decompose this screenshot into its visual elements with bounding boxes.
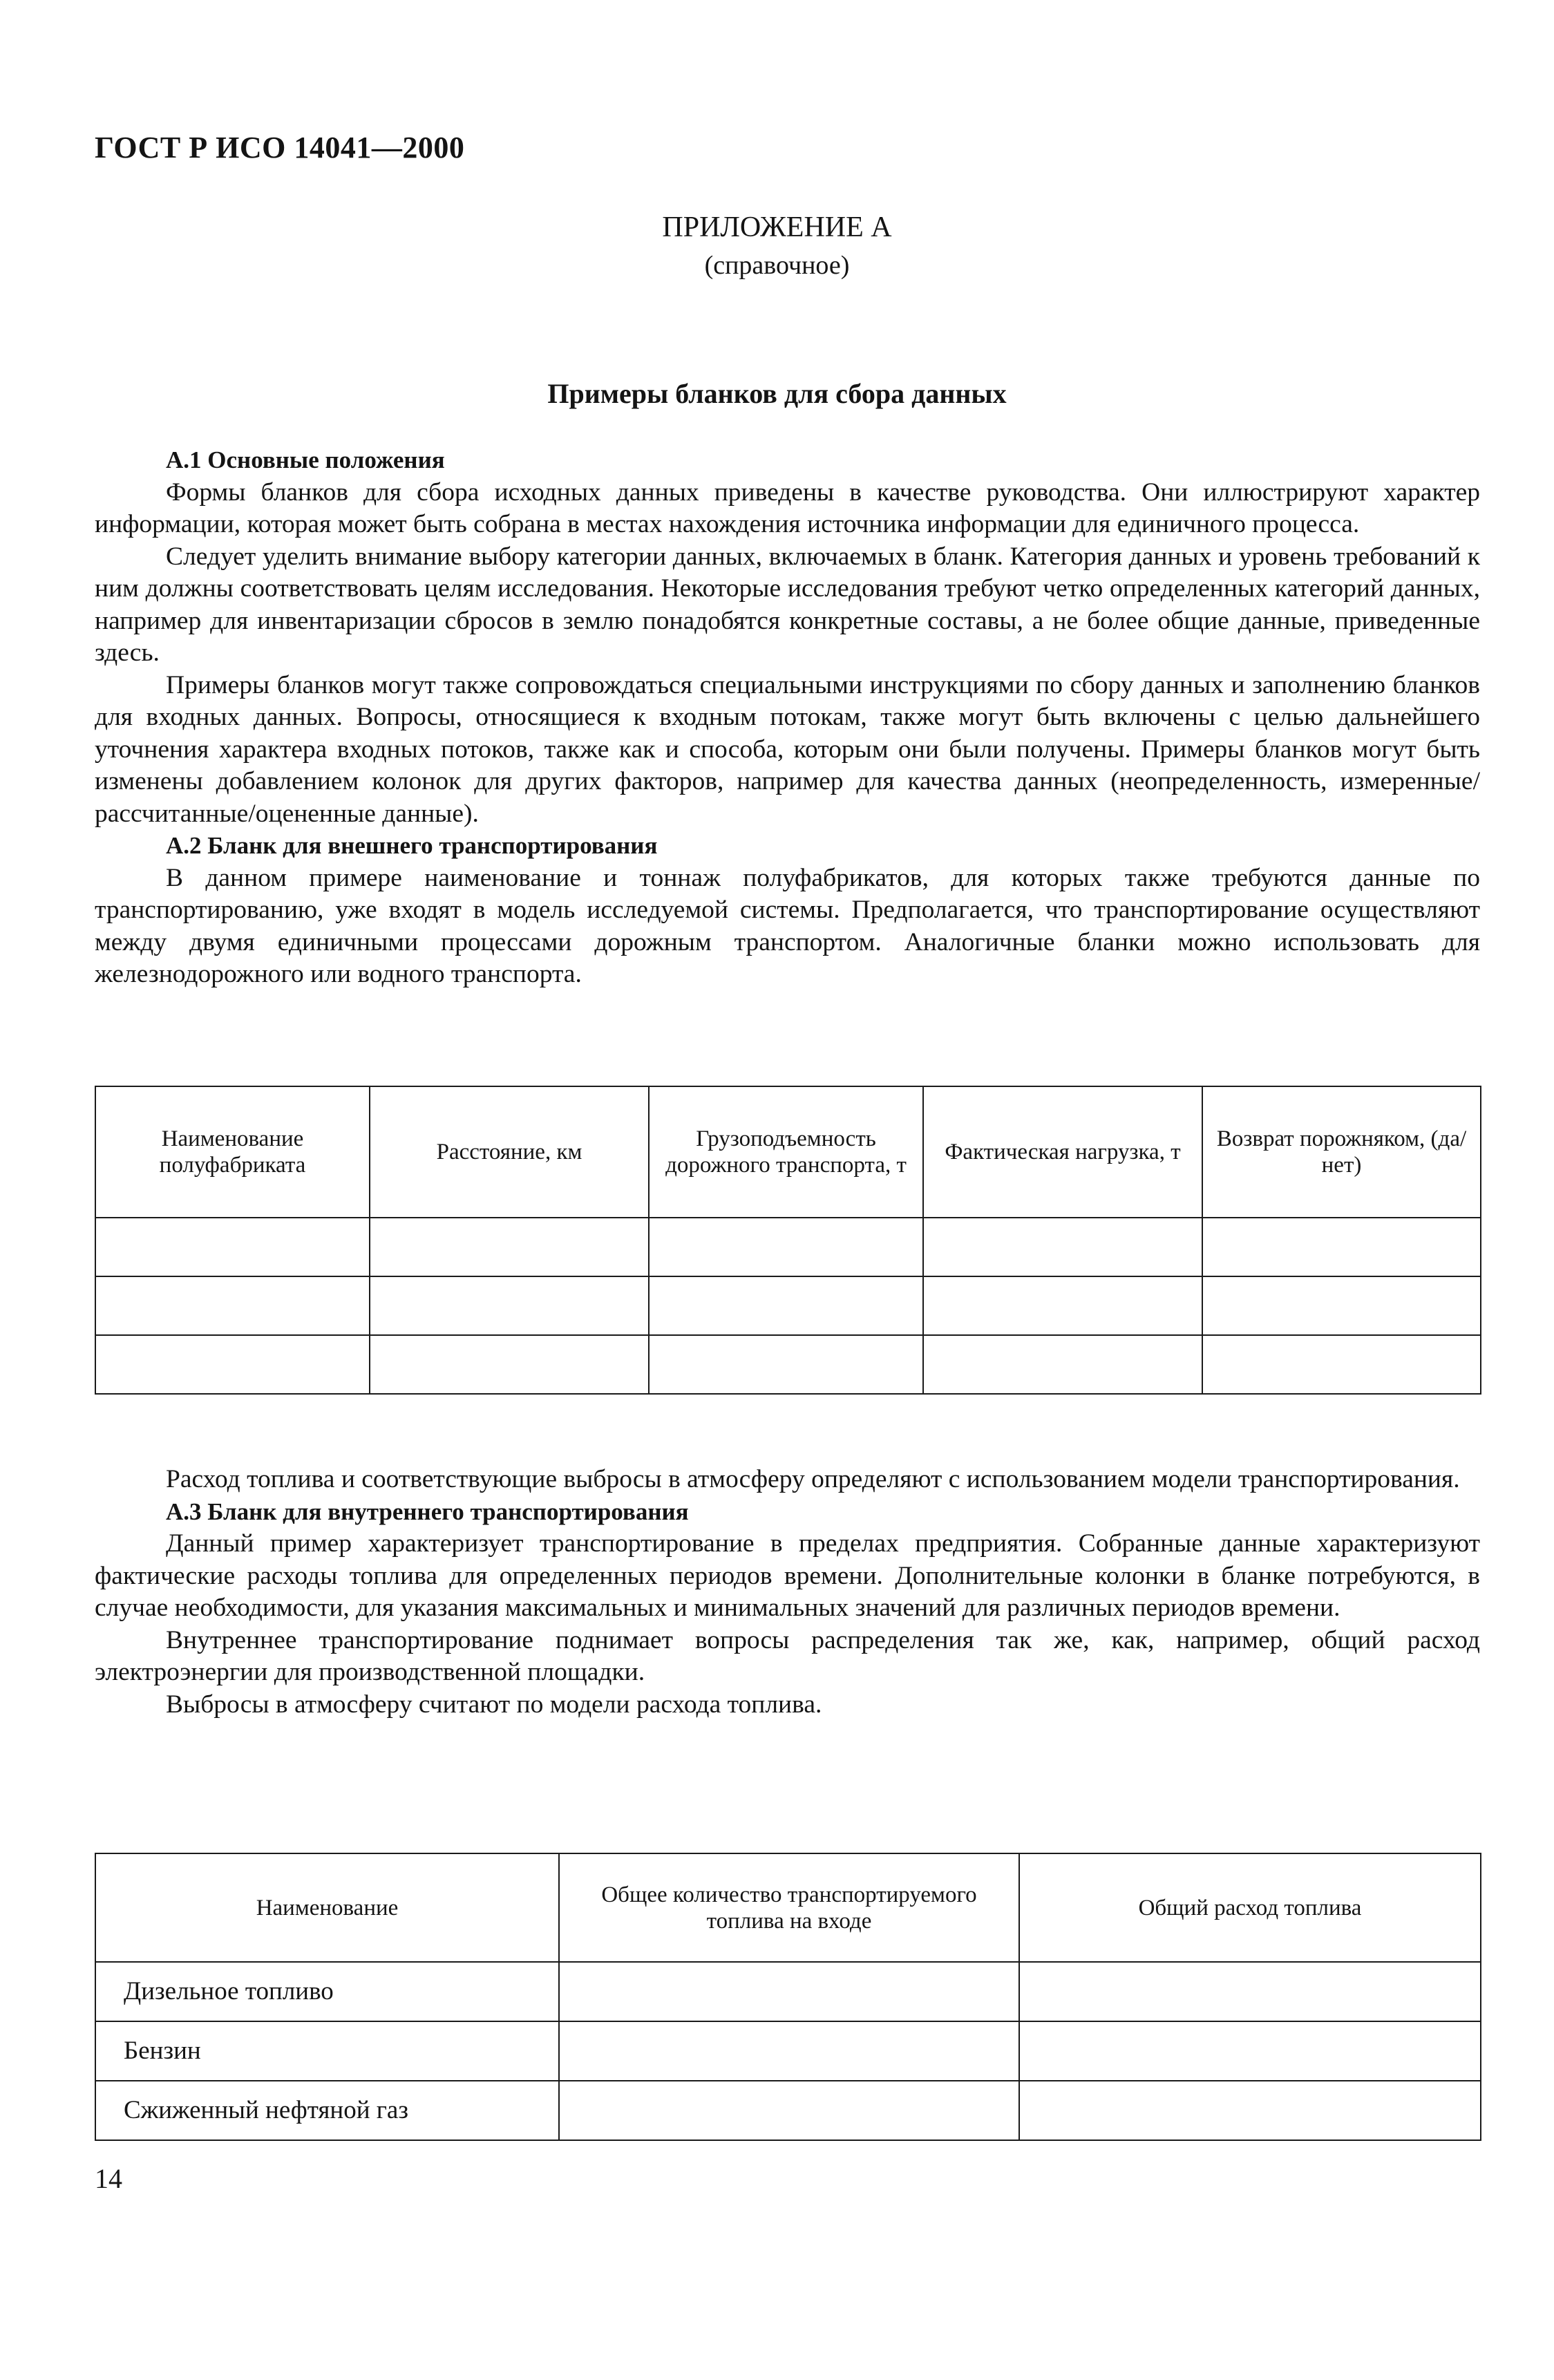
a2-heading: А.2 Бланк для внешнего транспортирования — [166, 832, 658, 859]
table-header-cell: Наименование — [95, 1853, 559, 1962]
appendix-title: ПРИЛОЖЕНИЕ А — [662, 211, 892, 243]
table-header-cell: Общий расход топлива — [1019, 1853, 1481, 1962]
empty-cell[interactable] — [923, 1218, 1202, 1276]
empty-cell[interactable] — [95, 1276, 370, 1335]
table-header-cell: Наименование полуфабриката — [95, 1086, 370, 1218]
fuel-name-cell: Дизельное топливо — [95, 1962, 559, 2021]
fuel-name-cell: Бензин — [95, 2021, 559, 2081]
a1-paragraph-1: Формы бланков для сбора исходных данных приведены в качестве руководства. Они иллюстрируют характер информации, которая может быть собрана в местах нахождения источника информации для единичного процесса. — [95, 478, 1480, 538]
empty-cell[interactable] — [95, 1218, 370, 1276]
a3-heading: А.3 Бланк для внутреннего транспортирования — [166, 1498, 689, 1525]
table-row — [95, 1276, 1481, 1335]
a3-paragraph-3: Выбросы в атмосферу считают по модели расхода топлива. — [166, 1690, 822, 1719]
table-header-cell: Фактическая нагрузка, т — [923, 1086, 1202, 1218]
empty-cell[interactable] — [1202, 1276, 1481, 1335]
page-number: 14 — [95, 2163, 122, 2194]
table-row — [95, 1962, 1481, 2021]
empty-cell[interactable] — [559, 2081, 1019, 2140]
empty-cell[interactable] — [1202, 1335, 1481, 1394]
table-header-cell: Общее количество транспортируемого топлива на входе — [559, 1853, 1019, 1962]
empty-cell[interactable] — [649, 1335, 923, 1394]
a3-paragraph-2: Внутреннее транспортирование поднимает вопросы распределения так же, как, например, общий расход электроэнергии для производственной площадки. — [95, 1625, 1480, 1686]
empty-cell[interactable] — [1202, 1218, 1481, 1276]
table-header-row — [95, 1853, 1481, 1962]
empty-cell[interactable] — [559, 1962, 1019, 2021]
table-header-cell: Расстояние, км — [370, 1086, 649, 1218]
appendix-subtitle: (справочное) — [704, 251, 850, 280]
section-a1-a2-text — [95, 444, 1480, 991]
empty-cell[interactable] — [95, 1335, 370, 1394]
table-row — [95, 2021, 1481, 2081]
a2-paragraph-1: В данном примере наименование и тоннаж полуфабрикатов, для которых также требуются данные по транспортированию, уже входят в модель исследуемой системы. Предполагается, что транспортирование осуществляют между двумя единичными процессами дорожным транспортом. Аналогичные бланки можно использовать для железнодорожного или водного транспорта. — [95, 863, 1480, 988]
empty-cell[interactable] — [1019, 2081, 1481, 2140]
empty-cell[interactable] — [370, 1276, 649, 1335]
a2-after-table-paragraph: Расход топлива и соответствующие выбросы в атмосферу определяют с использованием модели транспортирования. — [166, 1465, 1460, 1493]
fuel-name-cell: Сжиженный нефтяной газ — [95, 2081, 559, 2140]
table-row — [95, 1335, 1481, 1394]
section-title: Примеры бланков для сбора данных — [547, 378, 1007, 409]
table-header-row — [95, 1086, 1481, 1218]
empty-cell[interactable] — [559, 2021, 1019, 2081]
table-header-cell: Грузоподъемность дорожного транспорта, т — [649, 1086, 923, 1218]
external-transport-table — [95, 1086, 1481, 1395]
empty-cell[interactable] — [370, 1218, 649, 1276]
empty-cell[interactable] — [370, 1335, 649, 1394]
empty-cell[interactable] — [923, 1276, 1202, 1335]
a1-paragraph-3: Примеры бланков могут также сопровождаться специальными инструкциями по сбору данных и заполнению бланков для входных данных. Вопросы, относящиеся к входным потокам, также могут быть включены с целью дальнейшего уточнения характера входных потоков, также как и способа, которым они были получены. Примеры бланков могут быть изменены добавлением колонок для других факторов, например для качества данных (неопределенность, измеренные/рассчитанные/оцененные данные). — [95, 670, 1480, 828]
empty-cell[interactable] — [923, 1335, 1202, 1394]
a3-paragraph-1: Данный пример характеризует транспортирование в пределах предприятия. Собранные данные характеризуют фактические расходы топлива для определенных периодов времени. Дополнительные колонки в бланке потребуются, в случае необходимости, для указания максимальных и минимальных значений для различных периодов времени. — [95, 1529, 1480, 1622]
standard-header: ГОСТ Р ИСО 14041—2000 — [95, 131, 465, 164]
table-row — [95, 1218, 1481, 1276]
table-row — [95, 2081, 1481, 2140]
a1-paragraph-2: Следует уделить внимание выбору категории данных, включаемых в бланк. Категория данных и уровень требований к ним должны соответствовать целям исследования. Некоторые исследования требуют четко определенных категорий данных, например для инвентаризации сбросов в землю понадобятся конкретные составы, а не более общие данные, приведенные здесь. — [95, 542, 1480, 667]
section-a3-text — [95, 1464, 1480, 1721]
empty-cell[interactable] — [649, 1218, 923, 1276]
table-header-cell: Возврат порожняком, (да/нет) — [1202, 1086, 1481, 1218]
empty-cell[interactable] — [649, 1276, 923, 1335]
internal-transport-table — [95, 1853, 1481, 2141]
a1-heading: А.1 Основные положения — [166, 446, 445, 473]
empty-cell[interactable] — [1019, 1962, 1481, 2021]
empty-cell[interactable] — [1019, 2021, 1481, 2081]
